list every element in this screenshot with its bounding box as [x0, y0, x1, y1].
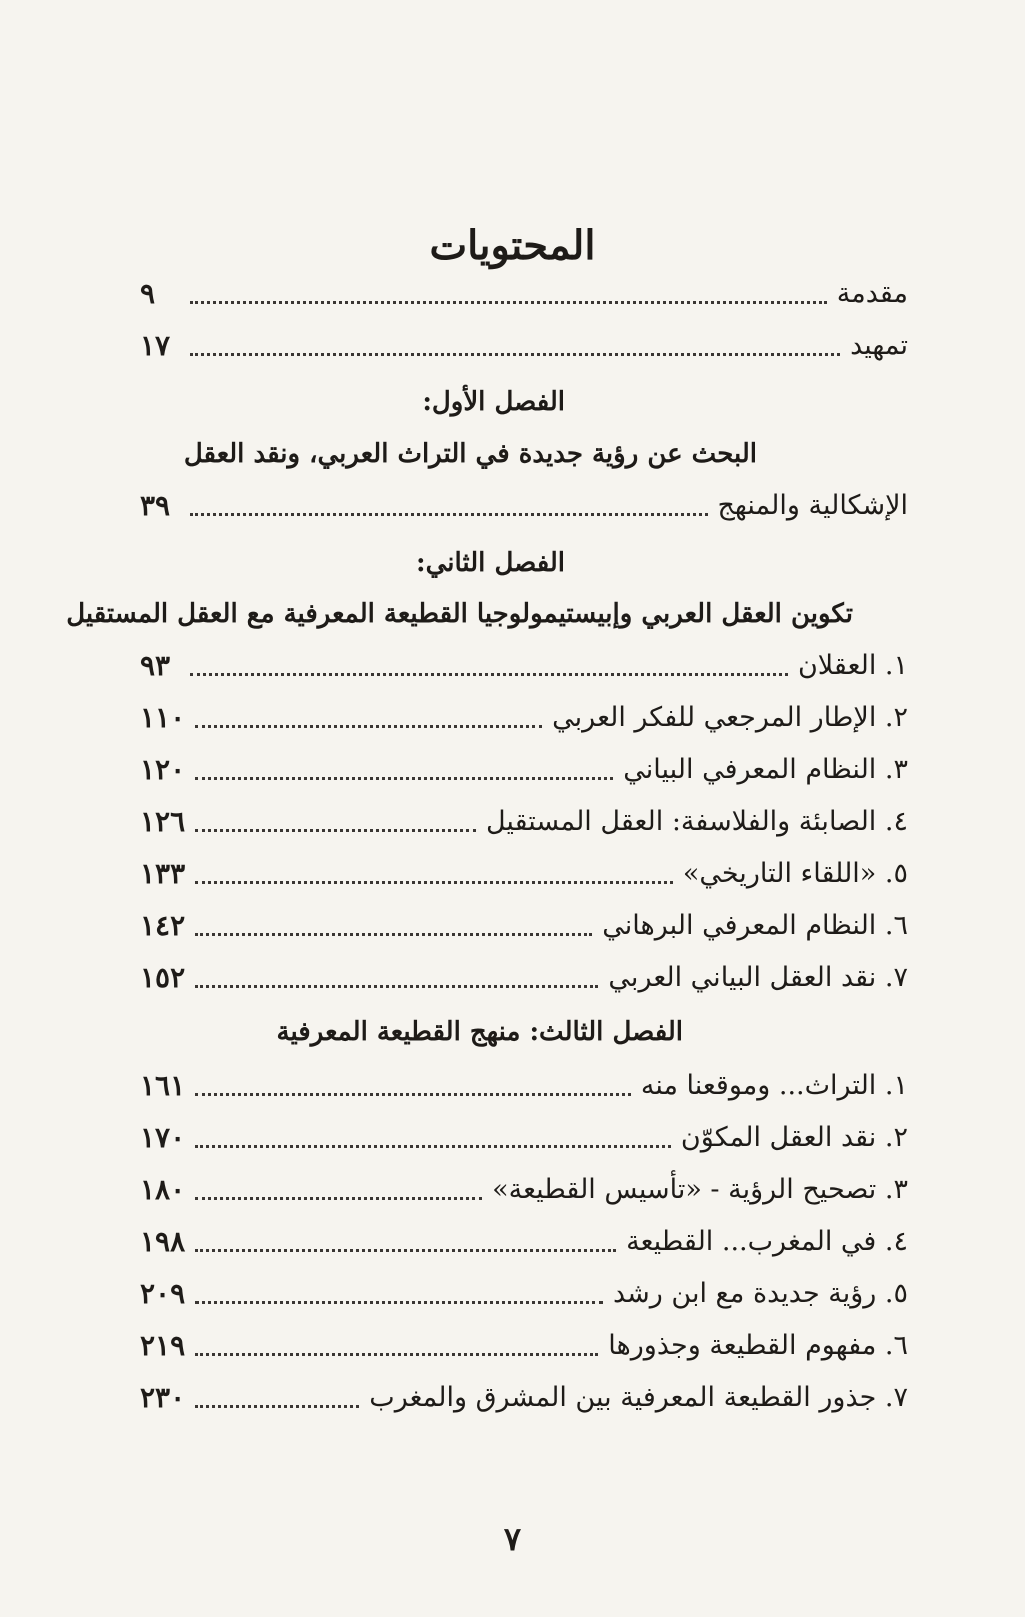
toc-entry-label: ٤. الصابئة والفلاسفة: العقل المستقيل: [485, 806, 908, 837]
toc-entry-preface: [140, 322, 908, 366]
toc-entry-page: ١٣٣: [140, 857, 186, 890]
dot-leader: [195, 829, 476, 832]
toc-entry-label: ٢. نقد العقل المكوّن: [680, 1122, 908, 1153]
toc-entry-page: ٢٠٩: [140, 1277, 186, 1310]
dot-leader: [190, 353, 840, 356]
dot-leader: [195, 933, 592, 936]
toc-entry-label: ١. العقلان: [797, 650, 908, 681]
toc-entry-ch3-1: [140, 1062, 908, 1106]
page-number: ٧: [503, 1520, 522, 1558]
chapter-3-heading: الفصل الثالث: منهج القطيعة المعرفية: [276, 1017, 683, 1047]
toc-entry-page: ١٩٨: [140, 1225, 186, 1258]
toc-entry-label: ٤. في المغرب... القطيعة: [626, 1226, 908, 1257]
toc-entry-page: ٢٣٠: [140, 1381, 186, 1414]
toc-entry-ch2-3: [140, 746, 908, 790]
toc-entry-page: ٢١٩: [140, 1329, 186, 1362]
chapter-1-subtitle: البحث عن رؤية جديدة في التراث العربي، ونقد العقل: [183, 439, 757, 469]
toc-entry-ch2-7: [140, 954, 908, 998]
toc-entry-label: ٢. الإطار المرجعي للفكر العربي: [552, 702, 908, 733]
toc-entry-label: ٧. نقد العقل البياني العربي: [608, 962, 908, 993]
dot-leader: [195, 1093, 631, 1096]
dot-leader: [195, 1301, 603, 1304]
toc-entry-ch3-3: [140, 1166, 908, 1210]
toc-entry-label: ٧. جذور القطيعة المعرفية بين المشرق والمغرب: [369, 1382, 908, 1413]
toc-entry-ch3-4: [140, 1218, 908, 1262]
toc-entry-label: ١. التراث... وموقعنا منه: [640, 1070, 908, 1101]
dot-leader: [190, 513, 708, 516]
dot-leader: [190, 301, 827, 304]
toc-entry-ch2-4: [140, 798, 908, 842]
chapter-1-heading: الفصل الأول:: [422, 387, 565, 417]
dot-leader: [195, 1249, 616, 1252]
toc-entry-ch3-5: [140, 1270, 908, 1314]
toc-entry-label: ٦. مفهوم القطيعة وجذورها: [608, 1330, 908, 1361]
toc-entry-ch2-6: [140, 902, 908, 946]
toc-entry-ch3-6: [140, 1322, 908, 1366]
toc-entry-page: ١٤٢: [140, 909, 186, 942]
chapter-2-subtitle: تكوين العقل العربي وإبيستيمولوجيا القطيعة المعرفية مع العقل المستقيل: [66, 599, 853, 629]
toc-entry-page: ١٥٢: [140, 961, 186, 994]
toc-entry-label: مقدمة: [836, 278, 908, 309]
toc-entry-page: ٩: [140, 277, 156, 310]
toc-entry-page: ١٢٦: [140, 805, 186, 838]
chapter-2-heading: الفصل الثاني:: [415, 548, 565, 578]
toc-entry-page: ١٢٠: [140, 753, 186, 786]
toc-entry-page: ٩٣: [140, 649, 171, 682]
toc-entry-ch3-7: [140, 1374, 908, 1418]
toc-entry-label: تمهيد: [850, 330, 908, 361]
toc-entry-page: ١٦١: [140, 1069, 186, 1102]
toc-entry-ch2-5: [140, 850, 908, 894]
toc-entry-introduction: [140, 270, 908, 314]
dot-leader: [190, 673, 788, 676]
page-title: المحتويات: [429, 222, 596, 269]
toc-entry-label: ٣. تصحيح الرؤية - «تأسيس القطيعة»: [492, 1174, 908, 1205]
dot-leader: [195, 1145, 671, 1148]
toc-entry-label: ٣. النظام المعرفي البياني: [623, 754, 908, 785]
dot-leader: [195, 777, 613, 780]
dot-leader: [195, 725, 542, 728]
toc-entry-label: ٥. «اللقاء التاريخي»: [682, 858, 908, 889]
toc-entry-page: ١١٠: [140, 701, 186, 734]
toc-entry-ch2-2: [140, 694, 908, 738]
toc-entry-chapter-1: [140, 482, 908, 526]
toc-entry-ch2-1: [140, 642, 908, 686]
dot-leader: [195, 1353, 598, 1356]
toc-entry-page: ١٨٠: [140, 1173, 186, 1206]
toc-entry-page: ١٧: [140, 329, 171, 362]
toc-entry-label: الإشكالية والمنهج: [717, 490, 908, 521]
toc-entry-page: ٣٩: [140, 489, 171, 522]
dot-leader: [195, 1197, 482, 1200]
toc-entry-ch3-2: [140, 1114, 908, 1158]
toc-entry-label: ٦. النظام المعرفي البرهاني: [602, 910, 908, 941]
toc-entry-page: ١٧٠: [140, 1121, 186, 1154]
dot-leader: [195, 1405, 359, 1408]
toc-entry-label: ٥. رؤية جديدة مع ابن رشد: [612, 1278, 908, 1309]
dot-leader: [195, 985, 598, 988]
dot-leader: [195, 881, 673, 884]
